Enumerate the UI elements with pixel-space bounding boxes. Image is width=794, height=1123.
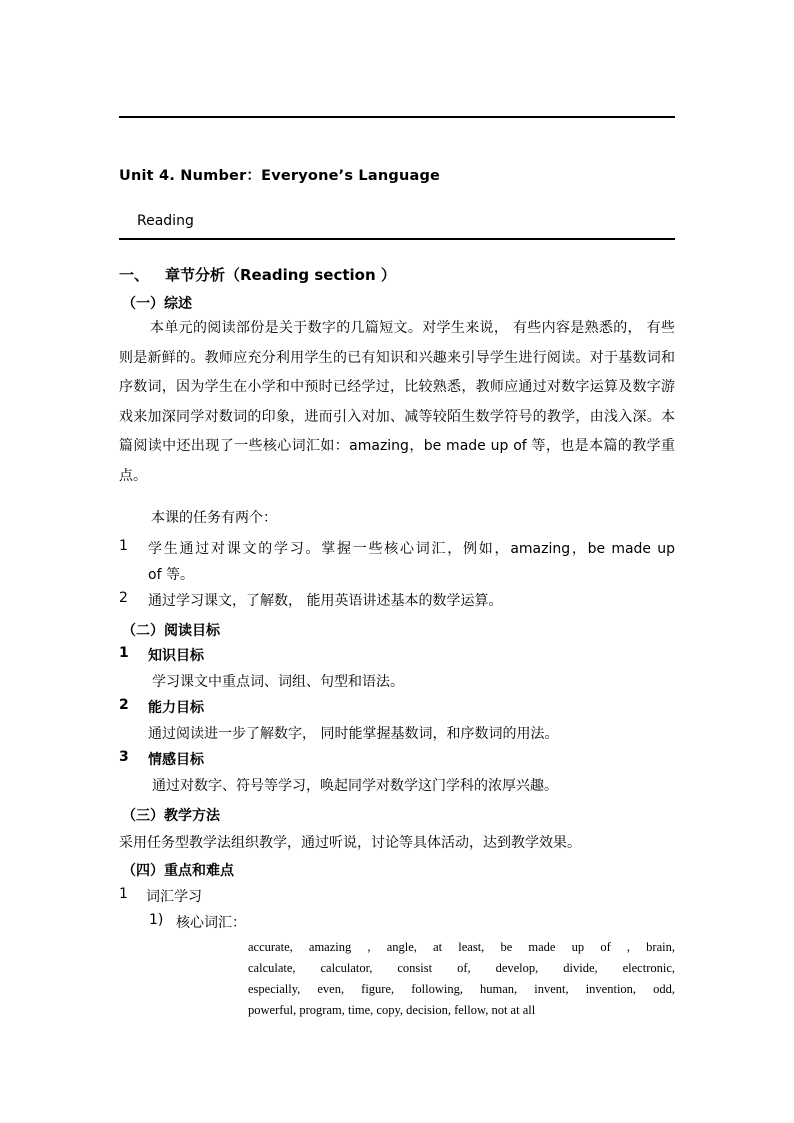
vocab-line: especially, even, figure, following, human, invent, invention, odd, (248, 982, 675, 996)
section-number: 一、 (119, 266, 150, 284)
goal-title: 情感目标 (148, 752, 204, 768)
keypoint-number: 1 (119, 886, 128, 902)
task-text: 通过学习课文，了解数， 能用英语讲述基本的数学运算。 (148, 593, 503, 609)
goal-title: 能力目标 (148, 700, 204, 716)
unit-title: Unit 4. Number：Everyone’s Language (119, 168, 441, 184)
overview-heading: （一）综述 (122, 296, 192, 312)
vocab-line: calculate, calculator, consist of, develop, divide, electronic, (248, 961, 675, 975)
goal-number: 1 (119, 645, 129, 661)
section-subtitle: Reading (137, 213, 194, 229)
subpoint-number: 1) (149, 912, 164, 928)
subpoint-title: 核心词汇： (176, 915, 246, 931)
goal-title: 知识目标 (148, 648, 204, 664)
goal-text: 通过阅读进一步了解数字， 同时能掌握基数词，和序数词的用法。 (148, 726, 559, 742)
subtitle-divider (119, 238, 675, 240)
keypoint-title: 词汇学习 (146, 889, 202, 905)
method-heading: （三）教学方法 (122, 808, 220, 824)
goals-heading: （二）阅读目标 (122, 623, 220, 639)
goal-text: 通过对数字、符号等学习，唤起同学对数学这门学科的浓厚兴趣。 (152, 778, 558, 794)
task-number: 1 (119, 538, 128, 554)
task-text-continued: of 等。 (148, 567, 194, 583)
vocab-line: accurate, amazing , angle, at least, be made up of , brain, (248, 940, 675, 954)
goal-text: 学习课文中重点词、词组、句型和语法。 (152, 674, 404, 690)
section-heading: 章节分析（Reading section ） (165, 266, 396, 284)
vocab-line: powerful, program, time, copy, decision, fellow, not at all (248, 1003, 536, 1017)
task-text: 学生通过对课文的学习。掌握一些核心词汇，例如，amazing，be made up (148, 541, 675, 557)
task-number: 2 (119, 590, 128, 606)
keypoints-heading: （四）重点和难点 (122, 863, 234, 879)
tasks-intro: 本课的任务有两个： (151, 510, 277, 526)
method-text: 采用任务型教学法组织教学，通过听说，讨论等具体活动，达到教学效果。 (119, 835, 581, 851)
goal-number: 2 (119, 697, 129, 713)
top-divider (119, 116, 675, 118)
overview-paragraph: 本单元的阅读部份是关于数字的几篇短文。对学生来说， 有些内容是熟悉的， 有些则是新鲜的。教师应充分利用学生的已有知识和兴趣来引导学生进行阅读。对于基数词和序数词，因为学生在小学和中预时已经学过，比较熟悉，教师应通过对数字运算及数字游戏来加深同学对数词的印象，进而引入对加、减等较陌生数学符号的教学，由浅入深。本篇阅读中还出现了一些核心词汇如：amazing，be made up of 等，也是本篇的教学重点。 (119, 320, 675, 484)
goal-number: 3 (119, 749, 129, 765)
